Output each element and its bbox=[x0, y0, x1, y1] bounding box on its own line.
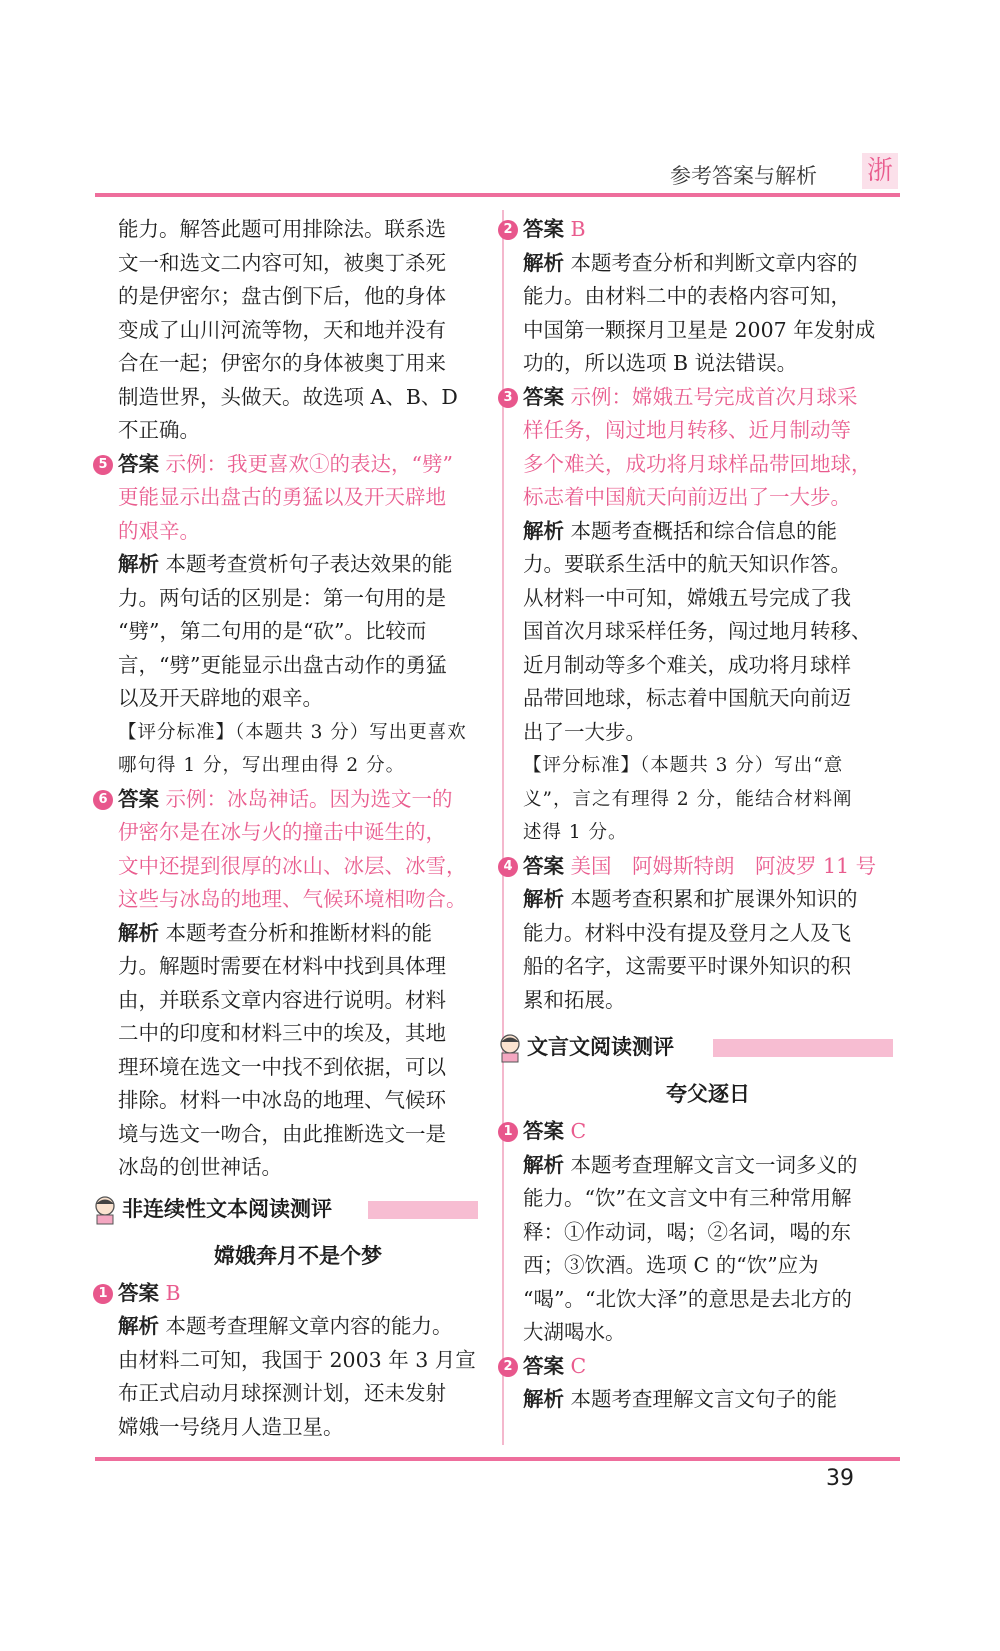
answer-text: B bbox=[165, 1280, 181, 1305]
analysis-text: 冰岛的创世神话。 bbox=[118, 1155, 282, 1179]
answer-text: 样任务，闯过地月转移、近月制动等 bbox=[523, 418, 851, 442]
question-4 bbox=[503, 850, 893, 1018]
answer-label: 答案 bbox=[523, 853, 564, 878]
analysis-text: 大湖喝水。 bbox=[523, 1320, 626, 1344]
text-line: 不正确。 bbox=[118, 418, 200, 442]
analysis-text: 释：①作动词，喝；②名词，喝的东 bbox=[523, 1219, 851, 1244]
text-line: 变成了山川河流等物，天和地并没有 bbox=[118, 317, 446, 342]
analysis-text: 品带回地球，标志着中国航天向前迈 bbox=[523, 686, 851, 710]
analysis-text: 中国第一颗探月卫星是 2007 年发射成 bbox=[523, 317, 876, 342]
answer-text: 示例：嫦娥五号完成首次月球采 bbox=[570, 384, 858, 409]
article-title: 夸父逐日 bbox=[666, 1082, 750, 1106]
scoring-rubric: 【评分标准】（本题共 3 分）写出“意 bbox=[523, 755, 844, 776]
analysis-text: 由，并联系文章内容进行说明。材料 bbox=[118, 987, 446, 1012]
analysis-label: 解析 bbox=[118, 1314, 159, 1338]
scoring-rubric: 【评分标准】（本题共 3 分）写出更喜欢 bbox=[118, 721, 467, 743]
question-1 bbox=[98, 1277, 478, 1445]
analysis-text: 船的名字，这需要平时课外知识的积 bbox=[523, 954, 851, 978]
analysis-text: 西；③饮酒。选项 C 的“饮”应为 bbox=[523, 1253, 819, 1277]
section-title: 非连续性文本阅读测评 bbox=[122, 1196, 332, 1221]
text-line: 合在一起；伊密尔的身体被奥丁用来 bbox=[118, 351, 446, 375]
scoring-rubric: 述得 1 分。 bbox=[523, 822, 628, 843]
text-line: 能力。解答此题可用排除法。联系选 bbox=[118, 217, 446, 241]
analysis-text: 功的，所以选项 B 说法错误。 bbox=[523, 351, 798, 375]
answer-label: 答案 bbox=[523, 384, 564, 409]
answer-label: 答案 bbox=[118, 1280, 159, 1305]
analysis-label: 解析 bbox=[118, 920, 159, 945]
analysis-text: 本题考查赏析句子表达效果的能 bbox=[165, 552, 453, 576]
header-title: 参考答案与解析 bbox=[670, 164, 817, 188]
question-number-badge: 3 bbox=[498, 388, 518, 408]
answer-label: 答案 bbox=[523, 1353, 564, 1378]
analysis-text: 力。两句话的区别是：第一句用的是 bbox=[118, 585, 446, 610]
analysis-text: 能力。材料中没有提及登月之人及飞 bbox=[523, 920, 851, 945]
answer-label: 答案 bbox=[523, 1119, 564, 1143]
analysis-label: 解析 bbox=[523, 250, 564, 275]
left-column bbox=[98, 213, 478, 1444]
section-bar bbox=[368, 1201, 478, 1219]
analysis-label: 解析 bbox=[523, 518, 564, 543]
analysis-text: 出了一大步。 bbox=[523, 719, 646, 744]
answer-text: 的艰辛。 bbox=[118, 518, 200, 543]
analysis-text: 本题考查积累和扩展课外知识的 bbox=[570, 887, 858, 911]
question-2 bbox=[503, 213, 893, 381]
question-6 bbox=[98, 783, 478, 1185]
bottom-rule bbox=[95, 1457, 900, 1461]
question-3 bbox=[503, 381, 893, 850]
analysis-text: 以及开天辟地的艰辛。 bbox=[118, 686, 323, 710]
section-heading-noncontinuous bbox=[118, 1193, 478, 1235]
analysis-text: 本题考查理解文章内容的能力。 bbox=[165, 1314, 453, 1338]
answer-text: 更能显示出盘古的勇猛以及开天辟地 bbox=[118, 485, 446, 509]
analysis-text: 二中的印度和材料三中的埃及，其地 bbox=[118, 1021, 446, 1045]
analysis-label: 解析 bbox=[118, 552, 159, 576]
analysis-text: 力。要联系生活中的航天知识作答。 bbox=[523, 552, 851, 576]
question-number-badge: 1 bbox=[498, 1122, 518, 1142]
question-number-badge: 2 bbox=[498, 220, 518, 240]
analysis-text: 国首次月球采样任务，闯过地月转移、 bbox=[523, 619, 872, 643]
answer-text: 文中还提到很厚的冰山、冰层、冰雪， bbox=[118, 853, 467, 878]
scoring-rubric: 哪句得 1 分，写出理由得 2 分。 bbox=[118, 755, 406, 776]
analysis-text: 从材料一中可知，嫦娥五号完成了我 bbox=[523, 585, 851, 610]
answer-label: 答案 bbox=[118, 786, 159, 811]
text-line: 的是伊密尔；盘古倒下后，他的身体 bbox=[118, 284, 446, 308]
analysis-text: 境与选文一吻合，由此推断选文一是 bbox=[118, 1121, 446, 1146]
question-number-badge: 4 bbox=[498, 857, 518, 877]
intro-paragraph bbox=[118, 213, 478, 448]
top-rule bbox=[95, 193, 900, 197]
section-title: 文言文阅读测评 bbox=[527, 1035, 674, 1059]
answer-text: 美国 阿姆斯特朗 阿波罗 11 号 bbox=[570, 853, 877, 878]
answer-text: 伊密尔是在冰与火的撞击中诞生的， bbox=[118, 820, 446, 844]
student-avatar-icon bbox=[92, 1195, 118, 1225]
answer-label: 答案 bbox=[523, 217, 564, 241]
student-avatar-icon bbox=[497, 1033, 523, 1063]
analysis-text: 排除。材料一中冰岛的地理、气候环 bbox=[118, 1088, 446, 1112]
analysis-text: 理环境在选文一中找不到依据，可以 bbox=[118, 1054, 446, 1079]
analysis-text: 累和拓展。 bbox=[523, 987, 626, 1012]
analysis-text: “劈”，第二句用的是“砍”。比较而 bbox=[118, 619, 427, 643]
page-number: 39 bbox=[826, 1466, 854, 1491]
scoring-rubric: 义”，言之有理得 2 分，能结合材料阐 bbox=[523, 788, 853, 810]
answer-text: 示例：冰岛神话。因为选文一的 bbox=[165, 786, 453, 811]
analysis-text: 近月制动等多个难关，成功将月球样 bbox=[523, 652, 851, 677]
question-number-badge: 1 bbox=[93, 1284, 113, 1304]
analysis-text: 能力。“饮”在文言文中有三种常用解 bbox=[523, 1186, 852, 1210]
answer-text: 示例：我更喜欢①的表达，“劈” bbox=[165, 451, 453, 476]
text-line: 制造世界，头做天。故选项 A、B、D bbox=[118, 384, 458, 409]
article-title: 嫦娥奔月不是个梦 bbox=[214, 1243, 382, 1268]
analysis-text: “喝”。“北饮大泽”的意思是去北方的 bbox=[523, 1286, 852, 1311]
analysis-text: 力。解题时需要在材料中找到具体理 bbox=[118, 954, 446, 978]
header-tag: 浙 bbox=[862, 153, 898, 189]
analysis-text: 嫦娥一号绕月人造卫星。 bbox=[118, 1414, 344, 1439]
analysis-text: 本题考查分析和推断材料的能 bbox=[165, 920, 433, 945]
question-number-badge: 2 bbox=[498, 1357, 518, 1377]
analysis-text: 由材料二可知，我国于 2003 年 3 月宣 bbox=[118, 1347, 476, 1372]
answer-text: 标志着中国航天向前迈出了一大步。 bbox=[523, 485, 851, 509]
analysis-text: 本题考查理解文言文句子的能 bbox=[570, 1387, 838, 1411]
answer-text: C bbox=[570, 1119, 587, 1143]
analysis-label: 解析 bbox=[523, 887, 564, 911]
analysis-text: 本题考查理解文言文一词多义的 bbox=[570, 1152, 858, 1177]
question-5 bbox=[98, 448, 478, 783]
classical-question-2 bbox=[503, 1350, 893, 1417]
analysis-label: 解析 bbox=[523, 1152, 564, 1177]
analysis-text: 能力。由材料二中的表格内容可知， bbox=[523, 284, 851, 308]
answer-text: B bbox=[570, 217, 586, 241]
analysis-text: 本题考查概括和综合信息的能 bbox=[570, 518, 838, 543]
analysis-text: 本题考查分析和判断文章内容的 bbox=[570, 250, 858, 275]
section-heading-classical bbox=[523, 1031, 893, 1073]
answer-text: 这些与冰岛的地理、气候环境相吻合。 bbox=[118, 887, 467, 911]
answer-label: 答案 bbox=[118, 451, 159, 476]
analysis-text: 布正式启动月球探测计划，还未发射 bbox=[118, 1381, 446, 1405]
question-number-badge: 5 bbox=[93, 455, 113, 475]
section-bar bbox=[713, 1039, 893, 1057]
right-column bbox=[503, 213, 893, 1417]
text-line: 文一和选文二内容可知，被奥丁杀死 bbox=[118, 250, 446, 275]
answer-text: C bbox=[570, 1353, 587, 1378]
question-number-badge: 6 bbox=[93, 790, 113, 810]
classical-question-1 bbox=[503, 1115, 893, 1350]
analysis-label: 解析 bbox=[523, 1387, 564, 1411]
answer-text: 多个难关，成功将月球样品带回地球， bbox=[523, 451, 872, 476]
analysis-text: 言，“劈”更能显示出盘古动作的勇猛 bbox=[118, 652, 447, 677]
